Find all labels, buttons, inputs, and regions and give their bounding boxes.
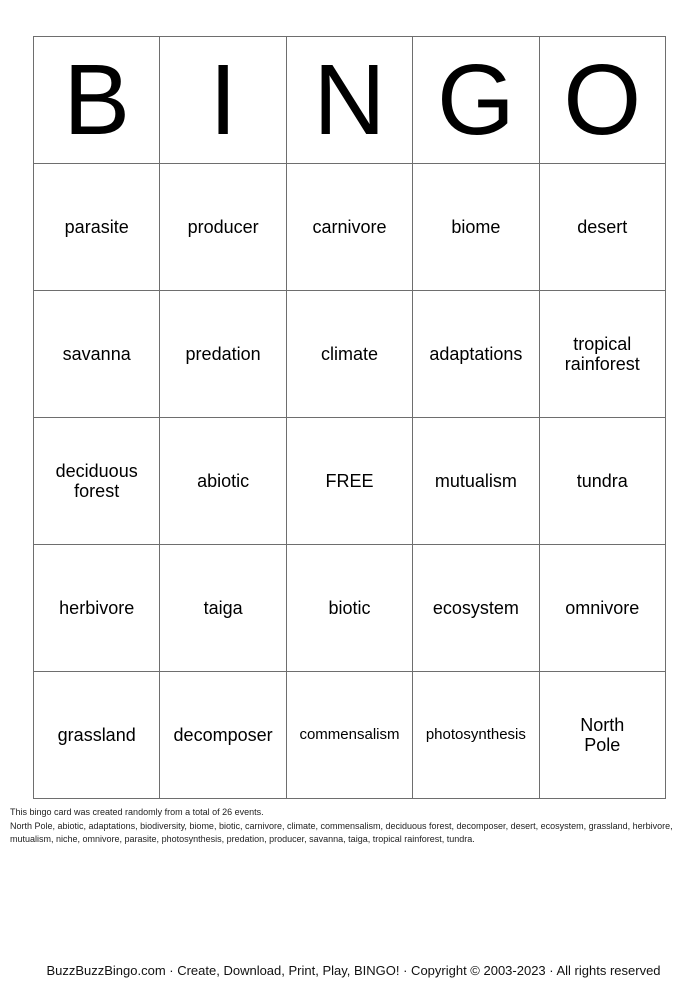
card-cell bbox=[34, 291, 160, 418]
card-cell bbox=[413, 545, 539, 672]
card-row bbox=[34, 164, 666, 291]
card-cell bbox=[34, 418, 160, 545]
card-cell bbox=[160, 672, 286, 799]
cell-text: climate bbox=[320, 344, 378, 364]
header-row bbox=[34, 37, 666, 164]
card-cell bbox=[539, 418, 665, 545]
cell-text: tropical rainforest bbox=[564, 334, 640, 374]
card-cell bbox=[539, 164, 665, 291]
events-list: North Pole, abiotic, adaptations, biodiversity, biome, biotic, carnivore, climate, commensalism, deciduous forest, decomposer, desert, ecosystem, grassland, herbivore, mutualism, niche, omnivore, parasite, photosynthesis, predation, producer, savanna, taiga, tropical rainforest, tundra. bbox=[10, 820, 673, 844]
card-cell bbox=[413, 291, 539, 418]
header-letter-n: N bbox=[286, 37, 412, 164]
cell-text: biotic bbox=[328, 598, 371, 618]
card-cell bbox=[34, 672, 160, 799]
card-cell bbox=[286, 164, 412, 291]
card-cell bbox=[539, 545, 665, 672]
cell-text: decomposer bbox=[173, 725, 273, 745]
footer bbox=[0, 963, 699, 978]
card-cell bbox=[34, 545, 160, 672]
cell-text: adaptations bbox=[429, 344, 523, 364]
cell-text: parasite bbox=[64, 217, 129, 237]
cell-text: deciduous forest bbox=[55, 461, 138, 501]
card-cell bbox=[539, 291, 665, 418]
card-row bbox=[34, 291, 666, 418]
card-row bbox=[34, 418, 666, 545]
card-row bbox=[34, 672, 666, 799]
card-cell bbox=[160, 164, 286, 291]
bingo-card bbox=[33, 36, 666, 799]
card-cell bbox=[286, 291, 412, 418]
card-info bbox=[10, 806, 690, 847]
card-cell bbox=[34, 164, 160, 291]
card-cell bbox=[160, 545, 286, 672]
cell-text: savanna bbox=[62, 344, 131, 364]
cell-text: tundra bbox=[576, 471, 628, 491]
card-cell bbox=[160, 418, 286, 545]
cell-text: commensalism bbox=[299, 726, 400, 743]
card-row bbox=[34, 545, 666, 672]
card-cell bbox=[160, 291, 286, 418]
footer-text: BuzzBuzzBingo.com · Create, Download, Print, Play, BINGO! · Copyright © 2003-2023 · All rights reserved bbox=[46, 963, 661, 978]
cell-text: herbivore bbox=[59, 598, 135, 618]
cell-text: producer bbox=[187, 217, 259, 237]
header-letter-o: O bbox=[539, 37, 665, 164]
cell-text: biome bbox=[451, 217, 501, 237]
card-cell bbox=[539, 672, 665, 799]
header-letter-b: B bbox=[34, 37, 160, 164]
card-cell bbox=[413, 672, 539, 799]
cell-text: desert bbox=[577, 217, 628, 237]
card-cell bbox=[413, 418, 539, 545]
cell-text: mutualism bbox=[434, 471, 517, 491]
header-letter-i: I bbox=[160, 37, 286, 164]
cell-text: taiga bbox=[203, 598, 243, 618]
cell-text: grassland bbox=[57, 725, 136, 745]
card-cell bbox=[286, 545, 412, 672]
cell-text: abiotic bbox=[197, 471, 250, 491]
free-space-text: FREE bbox=[325, 471, 374, 491]
cell-text: photosynthesis bbox=[425, 726, 526, 743]
cell-text: carnivore bbox=[312, 217, 387, 237]
free-space-cell bbox=[286, 418, 412, 545]
card-cell bbox=[413, 164, 539, 291]
card-cell bbox=[286, 672, 412, 799]
cell-text: omnivore bbox=[565, 598, 640, 618]
cell-text: North Pole bbox=[580, 715, 625, 755]
cell-text: predation bbox=[185, 344, 261, 364]
header-letter-g: G bbox=[413, 37, 539, 164]
card-summary: This bingo card was created randomly from a total of 26 events. bbox=[10, 807, 264, 817]
cell-text: ecosystem bbox=[432, 598, 519, 618]
